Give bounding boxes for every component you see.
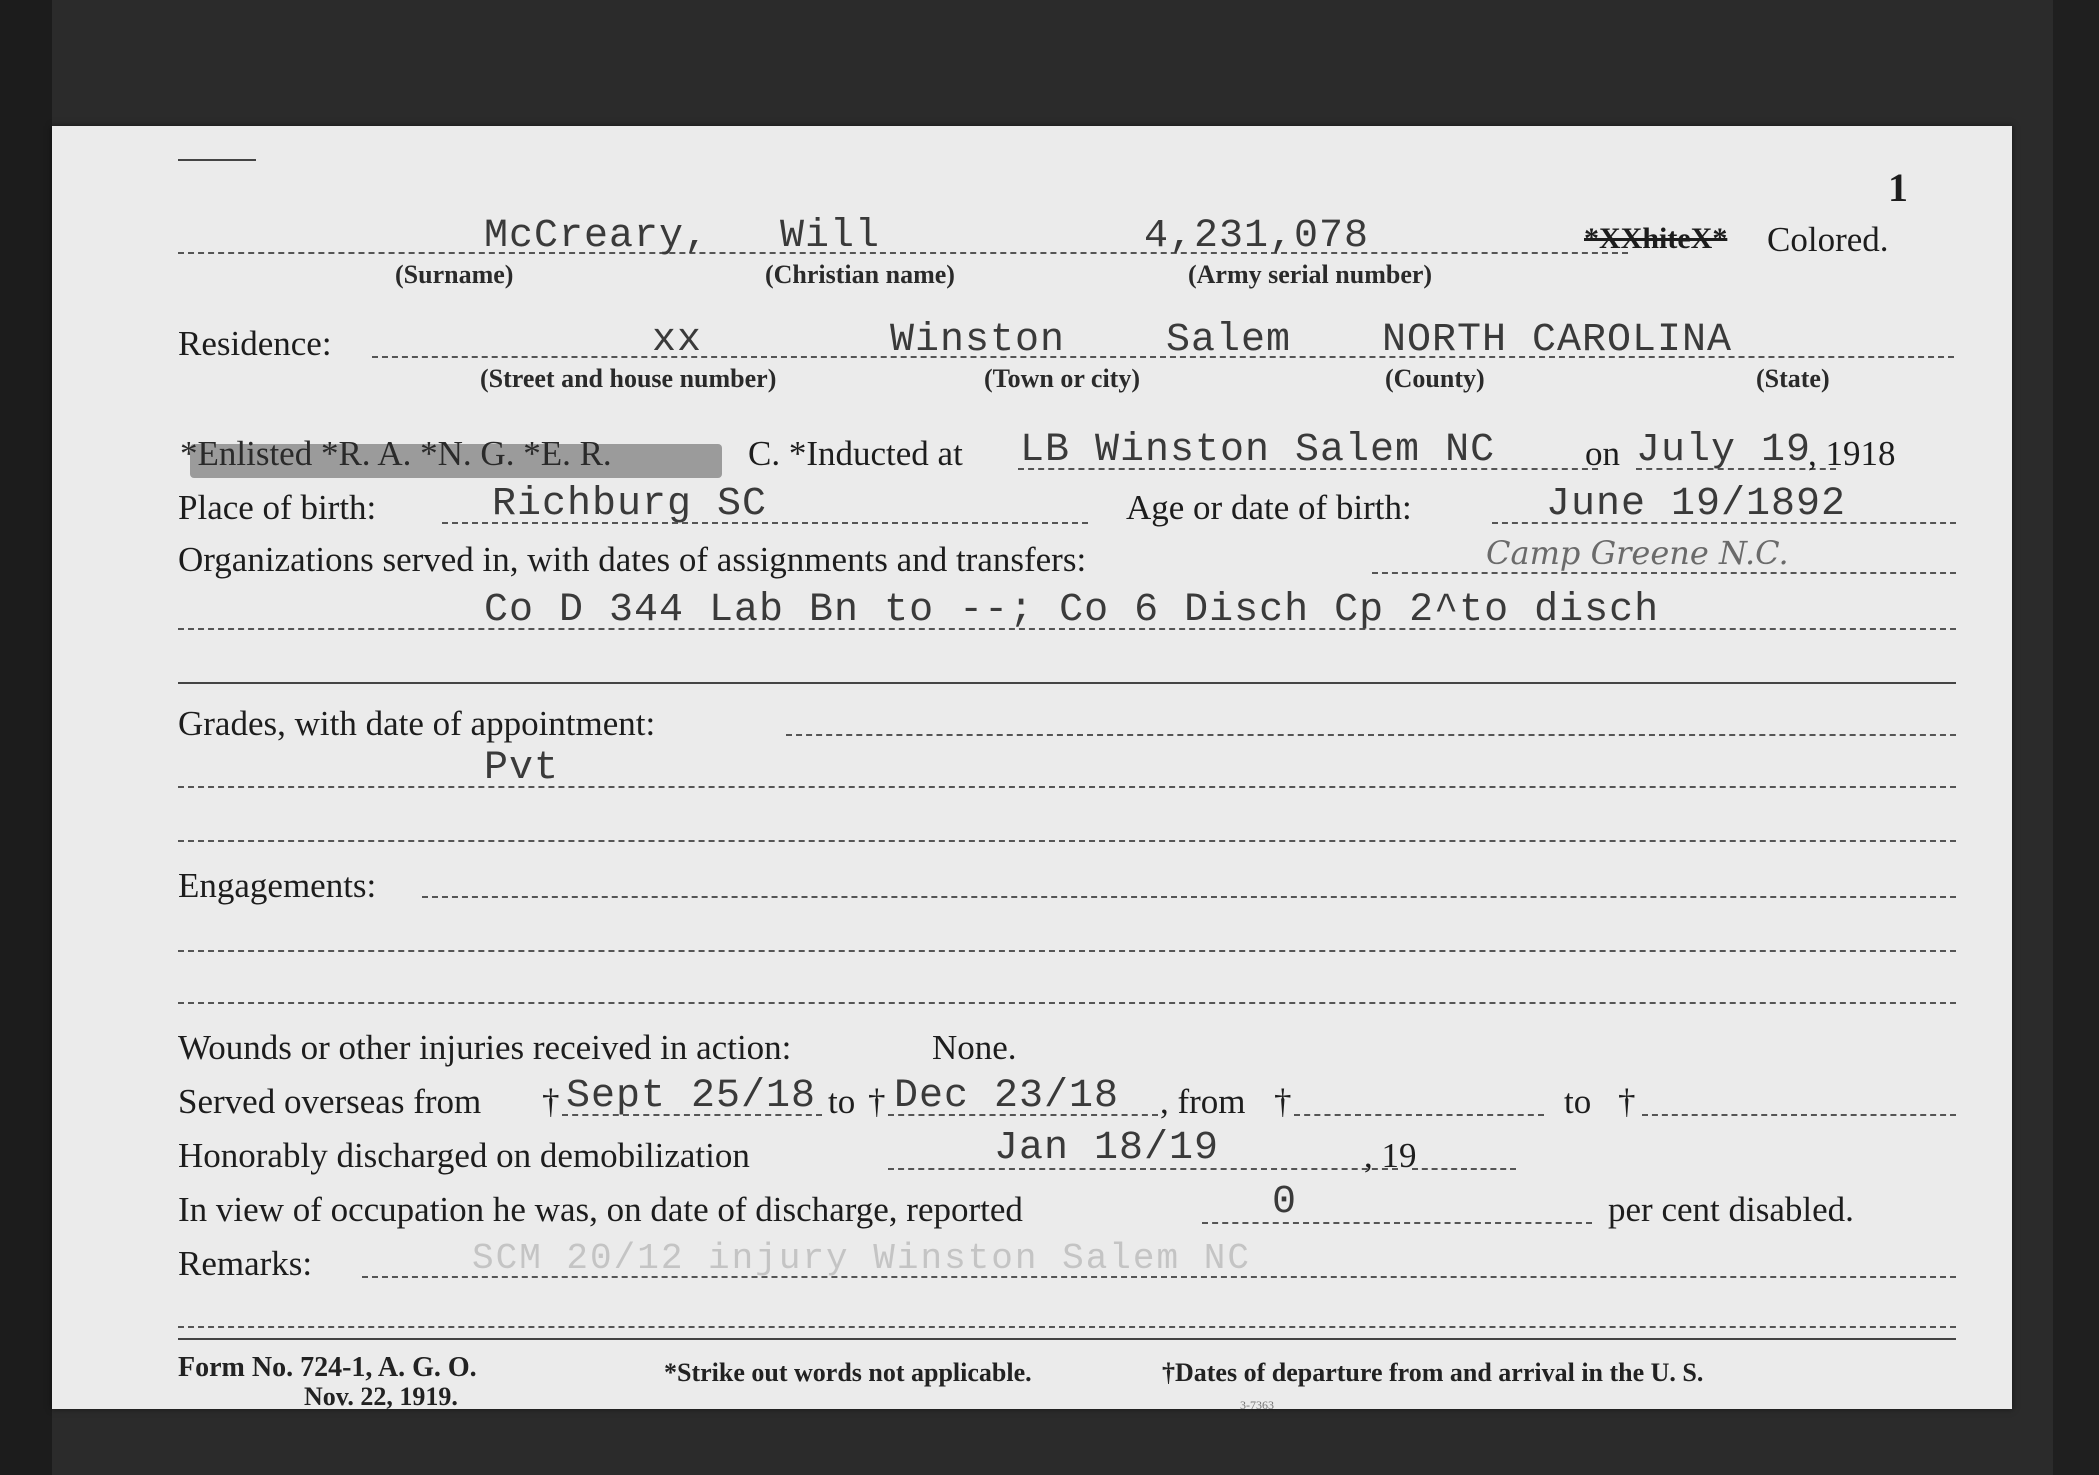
christian-name-value: Will [780, 214, 881, 259]
organizations-label: Organizations served in, with dates of assignments and transfers: [178, 540, 1087, 579]
remarks-label: Remarks: [178, 1244, 313, 1283]
caption-town: (Town or city) [984, 364, 1140, 393]
engagements-line-2 [178, 950, 1956, 952]
on-label: on [1585, 434, 1620, 473]
residence-town: Winston [890, 318, 1066, 363]
birth-date-value: June 19/1892 [1546, 482, 1847, 527]
overseas-dagger-1: † [542, 1082, 560, 1121]
disability-label-after: per cent disabled. [1608, 1190, 1854, 1229]
film-edge-right [2053, 0, 2099, 1475]
birth-place-label: Place of birth: [178, 488, 377, 527]
remarks-faint-text: SCM 20/12 injury Winston Salem NC [472, 1238, 1251, 1279]
age-label: Age or date of birth: [1126, 488, 1412, 527]
residence-state: NORTH CAROLINA [1382, 318, 1733, 363]
overseas-dagger-2: † [868, 1082, 886, 1121]
overseas-to2-line [1642, 1114, 1956, 1116]
engagements-label: Engagements: [178, 866, 377, 905]
overseas-label: Served overseas from [178, 1082, 482, 1121]
organizations-handwritten: Camp Greene N.C. [1486, 534, 1789, 572]
wounds-label: Wounds or other injuries received in action: [178, 1028, 792, 1067]
overseas-dagger-4: † [1618, 1082, 1636, 1121]
caption-state: (State) [1756, 364, 1830, 393]
wounds-value: None. [932, 1028, 1017, 1067]
race-struck: *XXhiteX* [1584, 222, 1728, 255]
inducted-date: July 19 [1636, 428, 1812, 473]
grades-line-2 [178, 786, 1956, 788]
remarks-line-2 [178, 1326, 1956, 1328]
disability-label-before: In view of occupation he was, on date of discharge, reported [178, 1190, 1023, 1229]
overseas-dagger-3: † [1274, 1082, 1292, 1121]
overseas-from2-label: , from [1160, 1082, 1246, 1121]
name-line [178, 252, 1628, 254]
residence-label: Residence: [178, 324, 332, 363]
caption-surname: (Surname) [395, 260, 514, 289]
footer-note-strike: *Strike out words not applicable. [664, 1358, 1032, 1387]
overseas-to-value: Dec 23/18 [894, 1074, 1120, 1119]
grades-value: Pvt [484, 746, 560, 791]
grades-label: Grades, with date of appointment: [178, 704, 656, 743]
organizations-line-3 [178, 682, 1956, 684]
organizations-value: Co D 344 Lab Bn to --; Co 6 Disch Cp 2^to disch [484, 588, 1660, 633]
caption-christian-name: (Christian name) [765, 260, 955, 289]
surname-value: McCreary, [484, 214, 710, 259]
overseas-to-label: to [828, 1082, 856, 1121]
inducted-place: LB Winston Salem NC [1020, 428, 1496, 473]
enlistment-prefix-tail: C. *Inducted at [748, 434, 963, 473]
top-left-rule [178, 159, 256, 161]
residence-street: xx [652, 318, 703, 363]
discharge-date: Jan 18/19 [994, 1126, 1220, 1171]
caption-county: (County) [1385, 364, 1485, 393]
birth-place-value: Richburg SC [492, 482, 768, 527]
serial-number-value: 4,231,078 [1144, 214, 1370, 259]
grades-line-1 [786, 734, 1956, 736]
overseas-from2-line [1294, 1114, 1544, 1116]
bottom-rule [178, 1338, 1956, 1340]
discharge-label: Honorably discharged on demobilization [178, 1136, 750, 1175]
enlistment-struck-prefix: *Enlisted *R. A. *N. G. *E. R. [180, 434, 612, 473]
discharge-year: , 19 [1364, 1136, 1417, 1175]
discharge-year-line [1412, 1168, 1516, 1170]
engagements-line-1 [422, 896, 1956, 898]
footer-note-dates: †Dates of departure from and arrival in the U. S. [1162, 1358, 1704, 1387]
organizations-line-1 [1372, 572, 1956, 574]
service-record-card [52, 126, 2012, 1412]
caption-serial: (Army serial number) [1188, 260, 1433, 289]
residence-county: Salem [1166, 318, 1292, 363]
race-value: Colored. [1767, 220, 1889, 259]
disability-value: 0 [1272, 1180, 1298, 1225]
grades-line-3 [178, 840, 1956, 842]
engagements-line-3 [178, 1002, 1956, 1004]
caption-street: (Street and house number) [480, 364, 777, 393]
disability-line [1202, 1222, 1592, 1224]
inducted-year: , 1918 [1808, 434, 1896, 473]
overseas-from-value: Sept 25/18 [566, 1074, 817, 1119]
footer-stamp: 3-7363 [1240, 1398, 1274, 1412]
overseas-to2-label: to [1564, 1082, 1592, 1121]
form-number: Form No. 724-1, A. G. O. [178, 1352, 477, 1383]
form-date: Nov. 22, 1919. [304, 1382, 458, 1411]
film-edge-left [0, 0, 52, 1475]
card-number: 1 [1888, 165, 1908, 210]
